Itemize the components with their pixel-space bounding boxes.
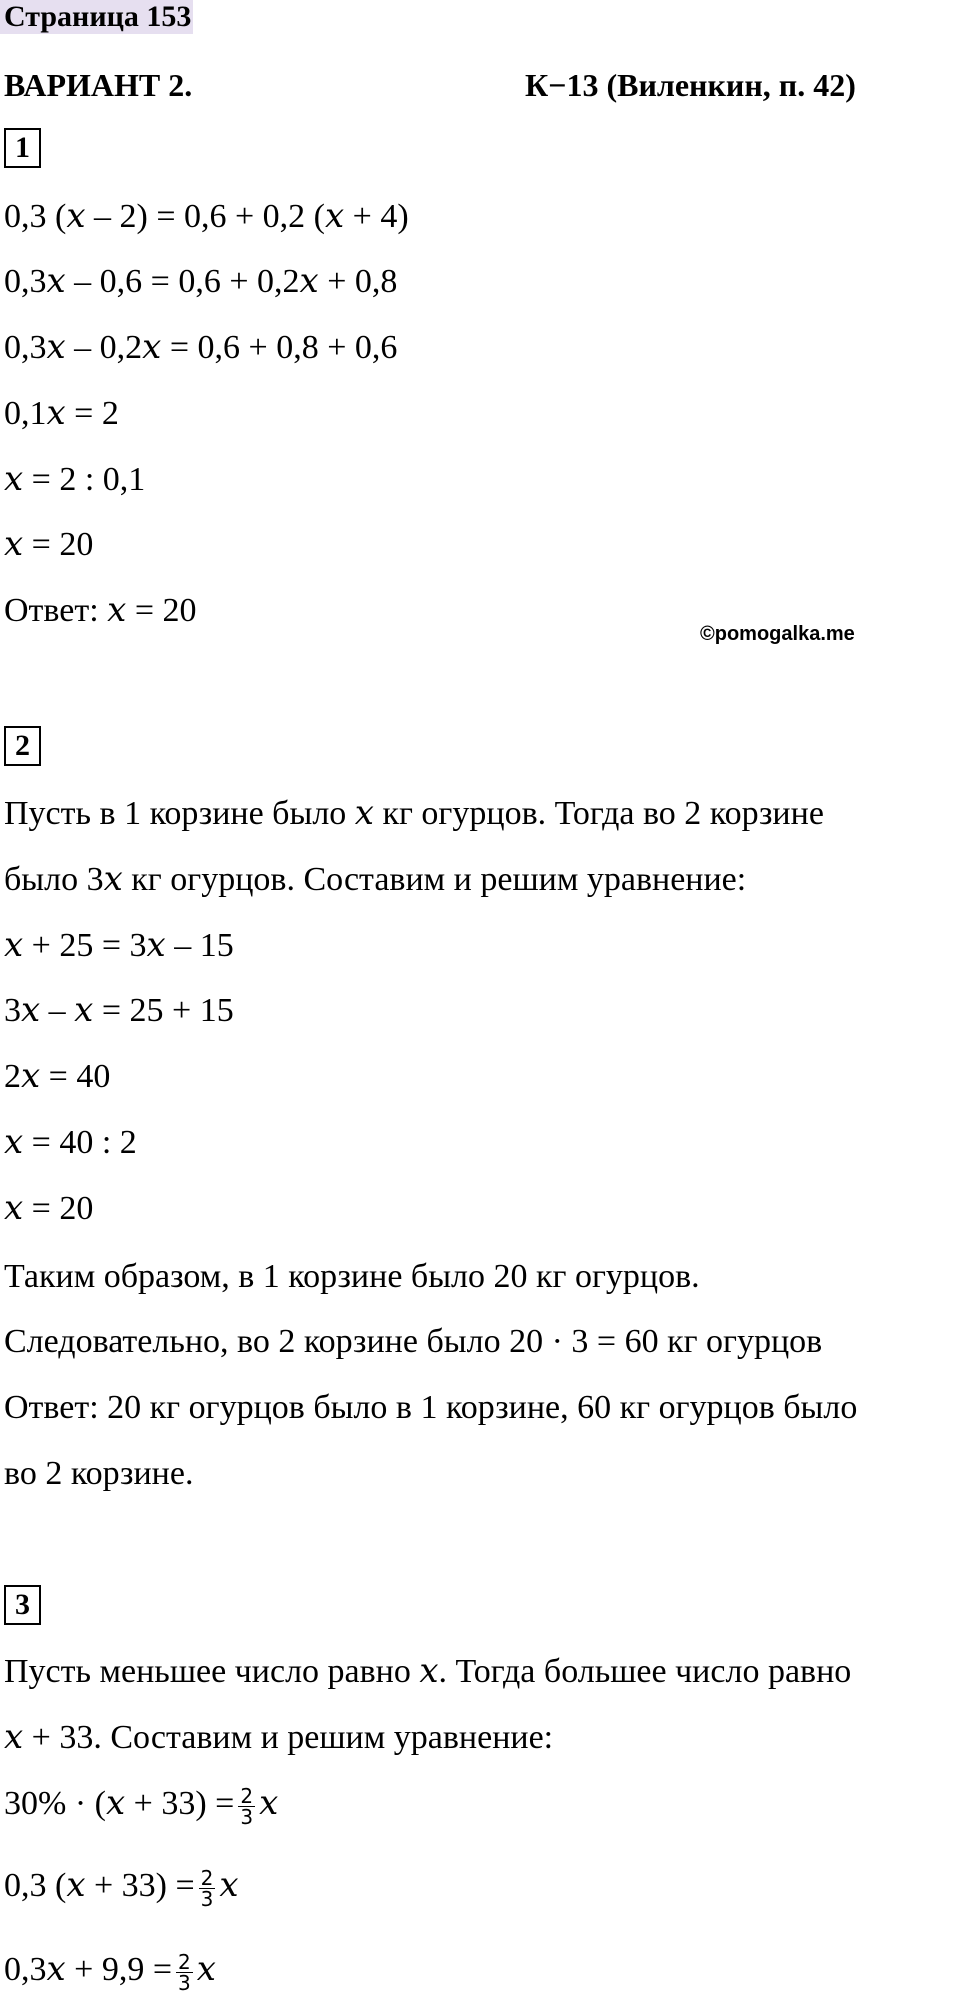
equation-line: 2𝑥 = 40 — [4, 1058, 111, 1095]
equation-line: 𝑥 = 40 : 2 — [4, 1124, 137, 1161]
equation-line — [4, 1866, 239, 1909]
equation-left: 0,3 (𝑥 + 33) = — [4, 1867, 195, 1904]
equation-line: 0,3 (𝑥 – 2) = 0,6 + 0,2 (𝑥 + 4) — [4, 198, 409, 235]
watermark: ©pomogalka.me — [700, 623, 855, 645]
equation-right: 𝑥 — [259, 1785, 279, 1822]
task-number-1: 1 — [4, 128, 41, 168]
equation-line — [4, 1950, 216, 1993]
fraction-numerator: 2 — [240, 1783, 254, 1808]
variant-heading: ВАРИАНТ 2. — [4, 67, 193, 103]
task-number-3: 3 — [4, 1585, 41, 1625]
equation-line: 3𝑥 – 𝑥 = 25 + 15 — [4, 992, 234, 1029]
task-number-2: 2 — [4, 726, 41, 766]
equation-line: 0,3𝑥 – 0,2𝑥 = 0,6 + 0,8 + 0,6 — [4, 329, 398, 366]
text-line: Пусть меньшее число равно 𝑥. Тогда большее число равно — [4, 1653, 852, 1690]
fraction-denominator: 3 — [240, 1804, 254, 1829]
textbook-reference: К−13 (Виленкин, п. 42) — [525, 67, 856, 103]
equation-line: 0,1𝑥 = 2 — [4, 395, 119, 432]
answer-line: во 2 корзине. — [4, 1455, 194, 1492]
answer-line: Ответ: 20 кг огурцов было в 1 корзине, 60 кг огурцов было — [4, 1389, 858, 1426]
equation-left: 0,3𝑥 + 9,9 = — [4, 1951, 173, 1988]
equation-right: 𝑥 — [219, 1867, 239, 1904]
equation-line: 𝑥 + 25 = 3𝑥 – 15 — [4, 927, 234, 964]
text-line: было 3𝑥 кг огурцов. Составим и решим уравнение: — [4, 861, 747, 898]
equation-line: 0,3𝑥 – 0,6 = 0,6 + 0,2𝑥 + 0,8 — [4, 263, 398, 300]
text-line: Таким образом, в 1 корзине было 20 кг огурцов. — [4, 1258, 700, 1295]
equation-left: 30% · (𝑥 + 33) = — [4, 1785, 235, 1822]
page-title: Страница 153 — [0, 0, 193, 34]
fraction-numerator: 2 — [178, 1949, 191, 1974]
equation-line — [4, 1784, 278, 1827]
fraction — [176, 1949, 193, 1995]
fraction-denominator: 3 — [200, 1886, 214, 1911]
equation-line: 𝑥 = 20 — [4, 526, 94, 563]
fraction-denominator: 3 — [178, 1970, 191, 1995]
equation-line: 𝑥 = 20 — [4, 1190, 94, 1227]
equation-line: 𝑥 = 2 : 0,1 — [4, 461, 146, 498]
text-line: 𝑥 + 33. Составим и решим уравнение: — [4, 1719, 554, 1756]
text-line: Пусть в 1 корзине было 𝑥 кг огурцов. Тогда во 2 корзине — [4, 795, 824, 832]
answer-line: Ответ: 𝑥 = 20 — [4, 592, 197, 629]
fraction-numerator: 2 — [200, 1865, 214, 1890]
fraction — [199, 1865, 216, 1911]
equation-right: 𝑥 — [196, 1951, 216, 1988]
fraction — [238, 1783, 255, 1829]
text-line: Следовательно, во 2 корзине было 20 · 3 = 60 кг огурцов — [4, 1323, 823, 1360]
